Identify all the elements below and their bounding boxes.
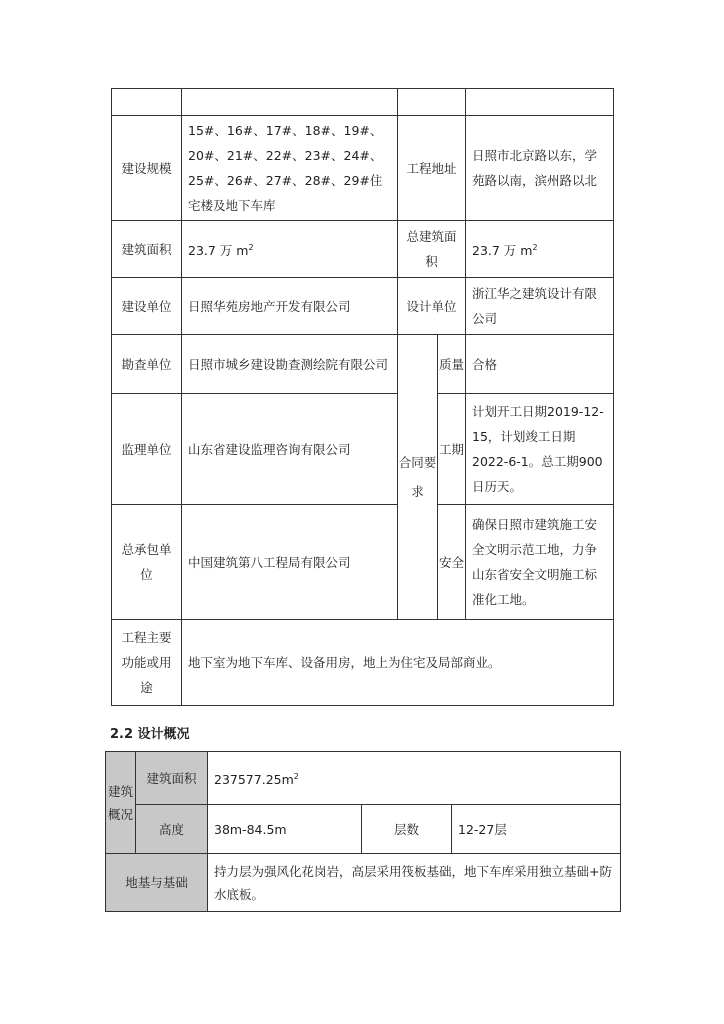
section-heading: 2.2 设计概况 — [110, 727, 190, 742]
table-row — [112, 221, 614, 278]
address-label: 工程地址 — [398, 116, 466, 221]
contract-label: 合同要求 — [398, 335, 438, 620]
address-value: 日照市北京路以东，学苑路以南，滨州路以北 — [466, 116, 614, 221]
area-value: 23.7 万 $m^2$ — [182, 221, 398, 278]
table-row — [112, 89, 614, 116]
table-row — [106, 805, 621, 854]
floors-label: 层数 — [362, 805, 452, 854]
quality-label: 质量 — [438, 335, 466, 394]
quality-value: 合格 — [466, 335, 614, 394]
area-label: 建筑面积 — [112, 221, 182, 278]
function-label: 工程主要功能或用途 — [112, 620, 182, 706]
table-row — [112, 505, 614, 620]
contractor-label: 总承包单位 — [112, 505, 182, 620]
scale-label: 建设规模 — [112, 116, 182, 221]
area-value: $237577.25m^2$ — [208, 752, 621, 805]
designer-label: 设计单位 — [398, 278, 466, 335]
height-label: 高度 — [136, 805, 208, 854]
design-overview-table — [105, 751, 621, 912]
area-label: 建筑面积 — [136, 752, 208, 805]
empty-cell — [182, 89, 398, 116]
builder-label: 建设单位 — [112, 278, 182, 335]
floors-value: 12-27层 — [452, 805, 621, 854]
total-area-value: 23.7 万 $m^2$ — [466, 221, 614, 278]
scale-value: 15#、16#、17#、18#、19#、20#、21#、22#、23#、24#、25#、26#、27#、28#、29#住宅楼及地下车库 — [182, 116, 398, 221]
safety-label: 安全 — [438, 505, 466, 620]
table-row — [112, 335, 614, 394]
safety-value: 确保日照市建筑施工安全文明示范工地，力争山东省安全文明施工标准化工地。 — [466, 505, 614, 620]
table-row — [106, 854, 621, 912]
project-overview-table — [111, 88, 614, 706]
table-row — [112, 116, 614, 221]
empty-cell — [398, 89, 466, 116]
height-value: 38m-84.5m — [208, 805, 362, 854]
function-value: 地下室为地下车库、设备用房，地上为住宅及局部商业。 — [182, 620, 614, 706]
designer-value: 浙江华之建筑设计有限公司 — [466, 278, 614, 335]
table-row — [112, 620, 614, 706]
period-label: 工期 — [438, 394, 466, 505]
survey-label: 勘查单位 — [112, 335, 182, 394]
period-value: 计划开工日期2019-12-15，计划竣工日期 2022-6-1。总工期900 日历天。 — [466, 394, 614, 505]
building-overview-label: 建筑概况 — [106, 752, 136, 854]
total-area-label: 总建筑面积 — [398, 221, 466, 278]
empty-cell — [466, 89, 614, 116]
table-row — [112, 394, 614, 505]
table-row — [112, 278, 614, 335]
contractor-value: 中国建筑第八工程局有限公司 — [182, 505, 398, 620]
table-row — [106, 752, 621, 805]
survey-value: 日照市城乡建设勘查测绘院有限公司 — [182, 335, 398, 394]
foundation-label: 地基与基础 — [106, 854, 208, 912]
empty-cell — [112, 89, 182, 116]
builder-value: 日照华苑房地产开发有限公司 — [182, 278, 398, 335]
foundation-value: 持力层为强风化花岗岩，高层采用筏板基础，地下车库采用独立基础+防水底板。 — [208, 854, 621, 912]
supervisor-label: 监理单位 — [112, 394, 182, 505]
supervisor-value: 山东省建设监理咨询有限公司 — [182, 394, 398, 505]
